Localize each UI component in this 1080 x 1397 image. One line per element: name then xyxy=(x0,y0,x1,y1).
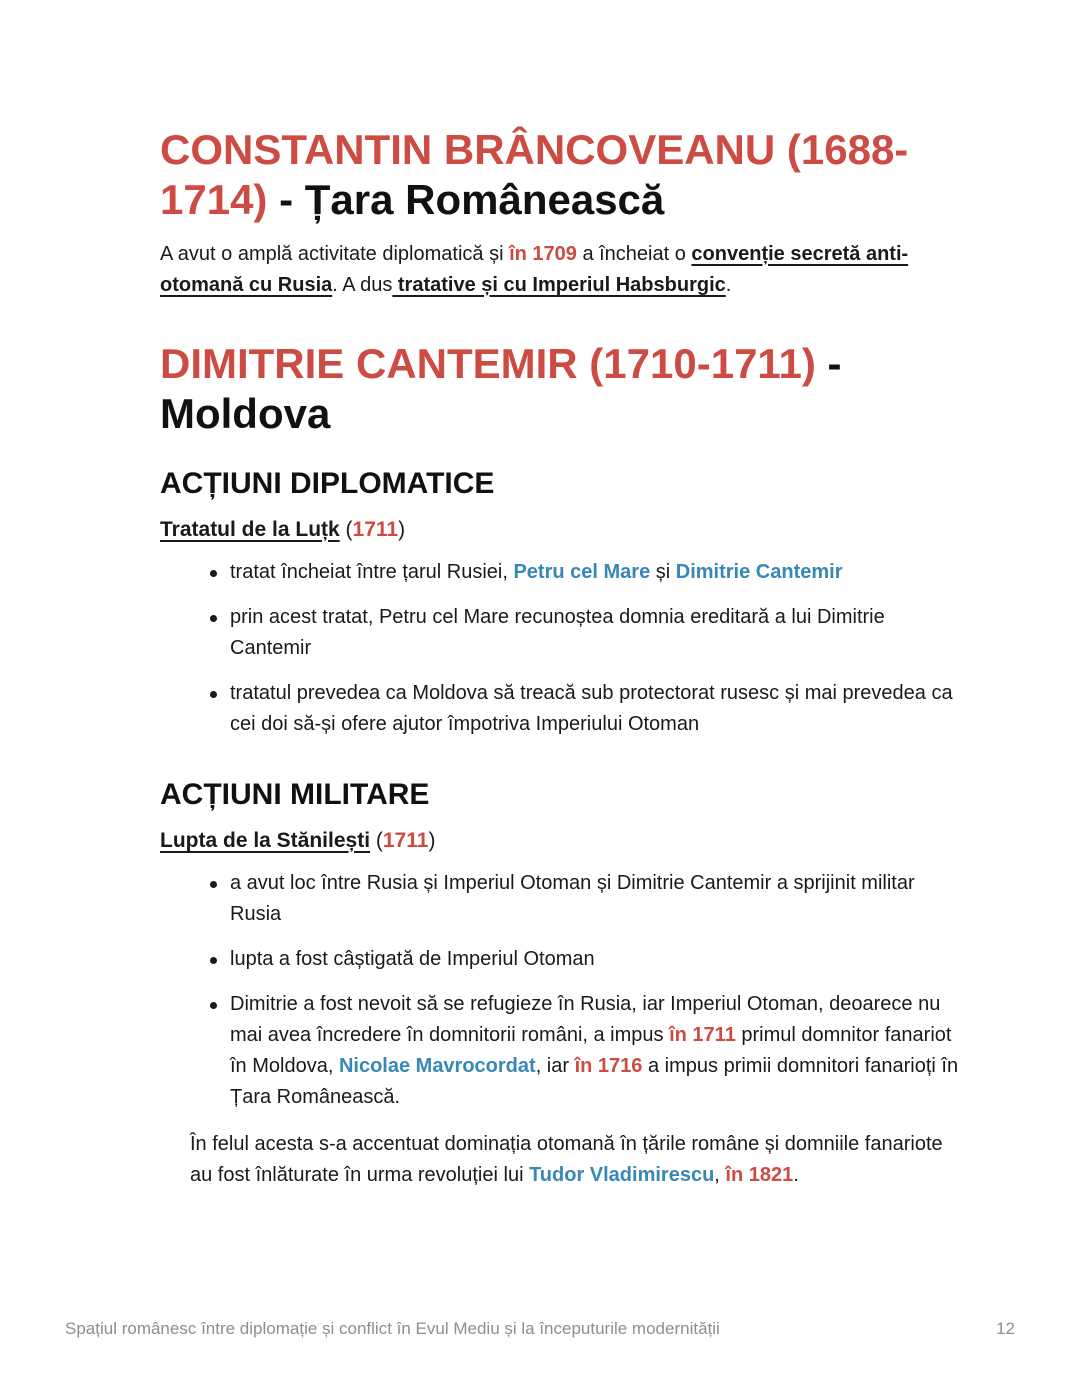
year-highlight-1821: în 1821 xyxy=(725,1164,794,1186)
person-mention-dimitrie-cantemir: Dimitrie Cantemir xyxy=(675,561,843,583)
paragraph-text: . xyxy=(793,1164,799,1186)
key-term-tratative: tratative și cu Imperiul Habsburgic xyxy=(392,274,726,296)
paragraph-brancoveanu xyxy=(160,239,960,301)
treaty-title: Tratatul de la Luțk xyxy=(160,518,340,541)
list-item-text: lupta a fost câștigată de Imperiul Otoman xyxy=(230,948,595,970)
battle-title: Lupta de la Stănilești xyxy=(160,829,371,852)
heading-cantemir-region: - Moldova xyxy=(160,340,842,437)
list-item xyxy=(208,557,960,588)
list-item-text: tratatul prevedea ca Moldova să treacă sub protectorat rusesc și mai prevedea ca cei doi să-și ofere ajutor împotriva Imperiului Otoman xyxy=(230,682,953,735)
footer-title: Spațiul românesc între diplomație și conflict în Evul Mediu și la începuturile modernității xyxy=(65,1319,720,1338)
list-item xyxy=(208,678,960,740)
list-item-text: tratat încheiat între țarul Rusiei, xyxy=(230,561,514,583)
year-highlight-1711: în 1711 xyxy=(669,1024,736,1046)
year-highlight-1716: în 1716 xyxy=(574,1055,643,1077)
paragraph-text: A avut o amplă activitate diplomatică și xyxy=(160,243,510,265)
document-content xyxy=(160,125,960,1191)
list-item xyxy=(208,602,960,664)
page-footer xyxy=(65,1318,1015,1340)
person-mention-tudor-vladimirescu: Tudor Vladimirescu xyxy=(529,1164,715,1186)
page-number: 12 xyxy=(996,1319,1015,1338)
list-item-text: a avut loc între Rusia și Imperiul Otoman și Dimitrie Cantemir a sprijinit militar Rusia xyxy=(230,872,915,925)
list-militare xyxy=(160,868,960,1113)
person-mention-petru-cel-mare: Petru cel Mare xyxy=(513,561,651,583)
subheading-tratatul-lutk xyxy=(160,515,960,545)
list-item-text: și xyxy=(650,561,676,583)
paren: ) xyxy=(428,829,436,852)
paragraph-text: În felul acesta s-a accentuat dominația otomană în țările române și domniile fanariote au fost înlăturate în urma revoluției lui xyxy=(190,1133,943,1186)
list-item-text: a impus primii domnitori fanarioți în Țara Românească. xyxy=(230,1055,959,1108)
person-mention-nicolae-mavrocordat: Nicolae Mavrocordat xyxy=(338,1055,536,1077)
heading-cantemir-name: DIMITRIE CANTEMIR (1710-1711) xyxy=(160,340,816,387)
list-item xyxy=(208,944,960,975)
list-item-text: , iar xyxy=(535,1055,575,1077)
list-item-text: primul domnitor fanariot în Moldova, xyxy=(230,1024,952,1077)
paragraph-text: a încheiat o xyxy=(576,243,692,265)
heading-brancoveanu xyxy=(160,125,960,225)
heading-actiuni-militare: ACȚIUNI MILITARE xyxy=(160,778,430,811)
paragraph-text: . xyxy=(725,274,732,296)
year-highlight-1711: 1711 xyxy=(352,518,399,541)
year-highlight-1709: în 1709 xyxy=(509,243,577,265)
paren: ) xyxy=(398,518,406,541)
year-highlight-1711: 1711 xyxy=(382,829,429,852)
paren: ( xyxy=(339,518,353,541)
paragraph-closing xyxy=(190,1129,960,1191)
list-item xyxy=(208,868,960,930)
paragraph-text: . A dus xyxy=(332,274,393,296)
list-item-text: prin acest tratat, Petru cel Mare recunoștea domnia ereditară a lui Dimitrie Cantemir xyxy=(230,606,885,659)
subheading-lupta-stanilesti xyxy=(160,826,960,856)
paren: ( xyxy=(370,829,383,852)
key-term-conventie: convenție secretă anti-otomană cu Rusia xyxy=(160,243,909,296)
list-diplomatice xyxy=(160,557,960,740)
paragraph-text: , xyxy=(714,1164,726,1186)
heading-cantemir xyxy=(160,339,960,439)
list-item-text: Dimitrie a fost nevoit să se refugieze în Rusia, iar Imperiul Otoman, deoarece nu mai avea încredere în domnitorii români, a impus xyxy=(230,993,941,1046)
heading-brancoveanu-region: - Țara Românească xyxy=(267,176,665,223)
heading-brancoveanu-name: CONSTANTIN BRÂNCOVEANU (1688-1714) xyxy=(160,126,909,223)
heading-actiuni-diplomatice: ACȚIUNI DIPLOMATICE xyxy=(160,467,495,500)
list-item xyxy=(208,989,960,1113)
